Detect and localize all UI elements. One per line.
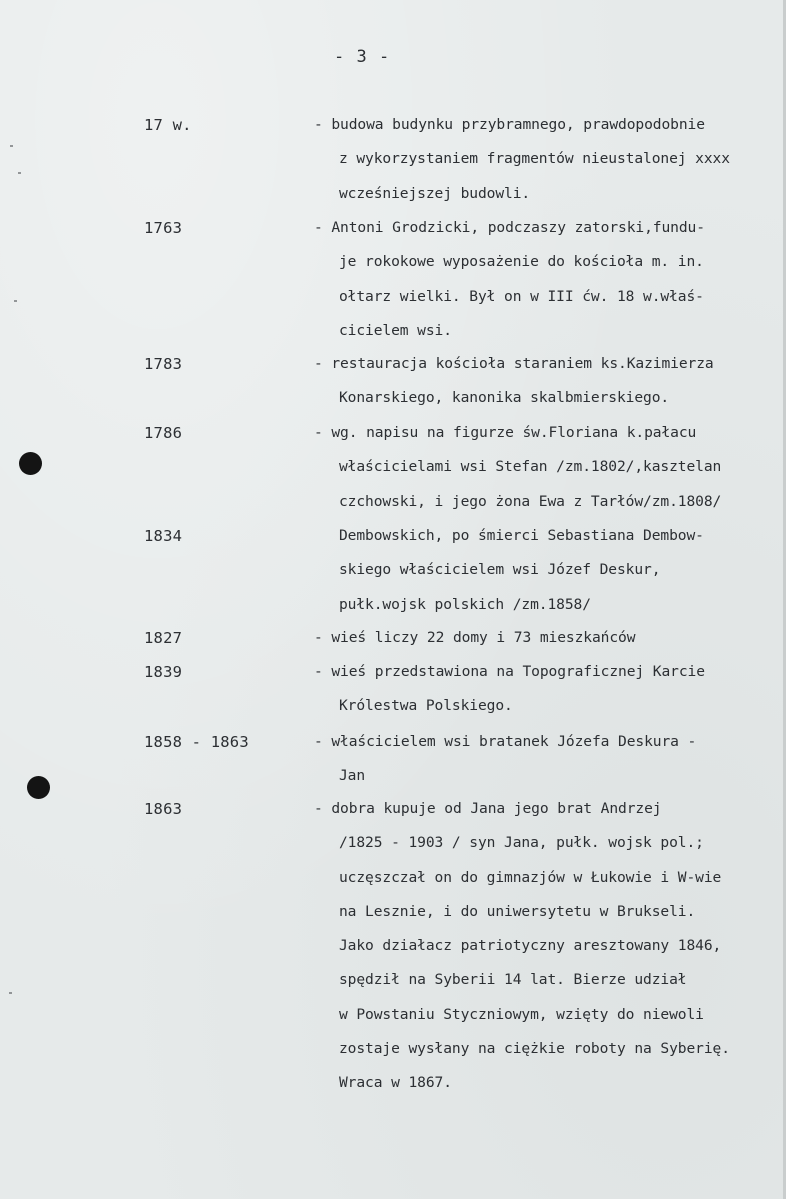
entry-date: 17 w. bbox=[144, 116, 192, 134]
margin-mark bbox=[9, 992, 12, 994]
entry-line: - budowa budynku przybramnego, prawdopodobnie bbox=[314, 116, 705, 133]
entry-text bbox=[314, 527, 786, 630]
entry-line: spędził na Syberii 14 lat. Bierze udział bbox=[339, 971, 687, 989]
entry-text bbox=[314, 663, 786, 732]
entry-line: Konarskiego, kanonika skalbmierskiego. bbox=[339, 389, 670, 407]
margin-mark bbox=[18, 172, 21, 174]
entry-date: 1839 bbox=[144, 663, 183, 681]
entry-text bbox=[314, 355, 786, 424]
entry-line: właścicielami wsi Stefan /zm.1802/,kasztelan bbox=[339, 458, 722, 476]
entry-line: - wieś liczy 22 domy i 73 mieszkańców bbox=[314, 629, 636, 646]
entry-line: - dobra kupuje od Jana jego brat Andrzej bbox=[314, 800, 662, 817]
entry-text bbox=[314, 116, 786, 219]
entry-line: /1825 - 1903 / syn Jana, pułk. wojsk pol.; bbox=[339, 834, 704, 852]
entry-date: 1858 - 1863 bbox=[144, 733, 249, 751]
margin-mark bbox=[14, 300, 17, 302]
page-number: - 3 - bbox=[334, 47, 391, 67]
entry-line: Jako działacz patriotyczny aresztowany 1846, bbox=[339, 937, 722, 955]
entry-text bbox=[314, 733, 786, 802]
entry-line: skiego właścicielem wsi Józef Deskur, bbox=[339, 561, 661, 579]
entry-date: 1863 bbox=[144, 800, 183, 818]
entry-line: - Antoni Grodzicki, podczaszy zatorski,fundu- bbox=[314, 219, 705, 236]
entry-date: 1783 bbox=[144, 355, 183, 373]
punch-hole bbox=[27, 776, 50, 799]
margin-mark bbox=[10, 145, 13, 147]
entry-line: zostaje wysłany na ciężkie roboty na Syberię. bbox=[339, 1040, 730, 1058]
entry-date: 1834 bbox=[144, 527, 183, 545]
entry-date: 1763 bbox=[144, 219, 183, 237]
entry-line: uczęszczał on do gimnazjów w Łukowie i W-wie bbox=[339, 868, 722, 886]
entry-line: - restauracja kościoła staraniem ks.Kazimierza bbox=[314, 355, 714, 372]
entry-line: - wieś przedstawiona na Topograficznej Karcie bbox=[314, 663, 705, 680]
entry-date: 1827 bbox=[144, 629, 183, 647]
entry-line: Królestwa Polskiego. bbox=[339, 697, 513, 715]
entry-line: czchowski, i jego żona Ewa z Tarłów/zm.1808/ bbox=[339, 492, 722, 510]
punch-hole bbox=[19, 452, 42, 475]
entry-line: Wraca w 1867. bbox=[339, 1074, 452, 1092]
entry-line: Dembowskich, po śmierci Sebastiana Dembow- bbox=[339, 527, 704, 544]
entry-line: pułk.wojsk polskich /zm.1858/ bbox=[339, 595, 591, 613]
entry-text bbox=[314, 424, 786, 527]
entry-date: 1786 bbox=[144, 424, 183, 442]
entry-text bbox=[314, 219, 786, 356]
entry-text bbox=[314, 629, 786, 663]
entry-line: w Powstaniu Styczniowym, wzięty do niewoli bbox=[339, 1005, 704, 1023]
entry-text bbox=[314, 800, 786, 1109]
entry-line: je rokokowe wyposażenie do kościoła m. in. bbox=[339, 253, 704, 271]
entry-line: Jan bbox=[339, 767, 366, 785]
entry-line: cicielem wsi. bbox=[339, 321, 452, 339]
entry-line: - właścicielem wsi bratanek Józefa Deskura - bbox=[314, 733, 697, 750]
entry-line: ołtarz wielki. Był on w III ćw. 18 w.właś- bbox=[339, 287, 704, 305]
entry-line: - wg. napisu na figurze św.Floriana k.pałacu bbox=[314, 424, 697, 441]
entry-line: z wykorzystaniem fragmentów nieustalonej xxxx bbox=[339, 150, 730, 168]
entry-line: wcześniejszej budowli. bbox=[339, 184, 531, 202]
entry-line: na Lesznie, i do uniwersytetu w Brukseli. bbox=[339, 902, 696, 920]
